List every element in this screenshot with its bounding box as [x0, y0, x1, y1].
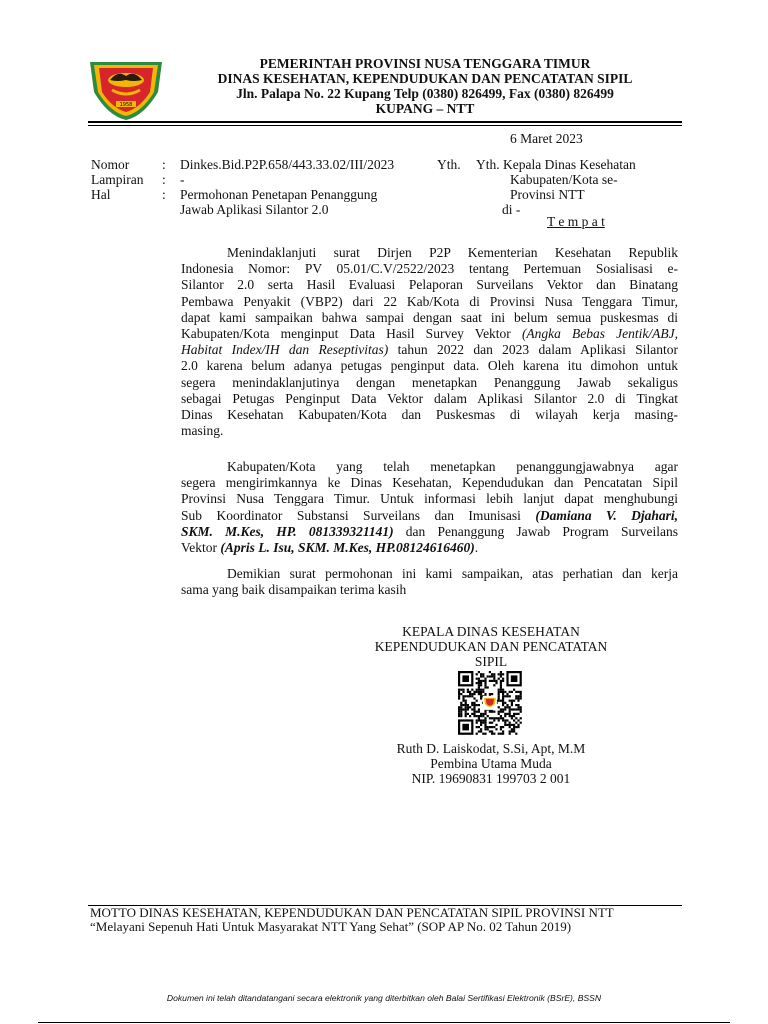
letterhead-address: Jln. Palapa No. 22 Kupang Telp (0380) 826499, Fax (0380) 826499: [236, 86, 614, 101]
nomor-colon: :: [162, 157, 166, 172]
motto-text: “Melayani Sepenuh Hati Untuk Masyarakat NTT Yang Sehat” (SOP AP No. 02 Tahun 2019): [90, 919, 572, 934]
addressee-yth: Yth.: [437, 157, 461, 172]
signatory-name: Ruth D. Laiskodat, S.Si, Apt, M.M: [396, 741, 586, 756]
addressee-line1: Yth. Kepala Dinas Kesehatan: [476, 157, 636, 172]
contact-name-1: (Damiana V. Djahari,: [535, 507, 679, 523]
signatory-title-1: KEPALA DINAS KESEHATAN: [402, 624, 580, 639]
lampiran-value: -: [180, 172, 185, 187]
contact-detail-2: (Apris L. Isu, SKM. M.Kes, HP.08124616460): [220, 539, 475, 555]
hal-label: Hal: [91, 187, 111, 202]
body-paragraph-1: [181, 245, 678, 439]
paragraph-line: Sub Koordinator Substansi Surveilans dan Imunisasi (Damiana V. Djahari,: [181, 507, 679, 523]
paragraph-line: Dinas Kesehatan Kabupaten/Kota dan Puskesmas di wilayah kerja masing-: [181, 406, 678, 422]
paragraph-line: Menindaklanjuti surat Dirjen P2P Kementerian Kesehatan Republik: [227, 245, 678, 260]
paragraph-line: Indonesia Nomor: PV 05.01/C.V/2522/2023 tentang Pertemuan Sosialisasi e-: [181, 261, 678, 277]
italic-term: Habitat Index/IH dan Reseptivitas): [181, 342, 389, 358]
nomor-value: Dinkes.Bid.P2P.658/443.33.02/III/2023: [180, 157, 395, 172]
paragraph-line: masing.: [181, 423, 224, 439]
signatory-rank: Pembina Utama Muda: [430, 756, 552, 771]
paragraph-line: Kabupaten/Kota yang telah menetapkan penanggungjawabnya agar: [227, 459, 678, 474]
addressee-line2: Kabupaten/Kota se-: [510, 172, 618, 187]
paragraph-line: Pembawa Penyakit (VBP2) dari 22 Kab/Kota di Provinsi Nusa Tenggara Timur,: [181, 293, 678, 309]
paragraph-line: Provinsi Nusa Tenggara Timur. Untuk informasi lebih lanjut dapat menghubungi: [181, 491, 678, 507]
hal-colon: :: [162, 187, 166, 202]
paragraph-line: segera menindaklanjutinya dengan menetapkan Penanggung Jawab sekaligus: [181, 374, 678, 390]
bsre-esign-note: Dokumen ini telah ditandatangani secara elektronik yang diterbitkan oleh Balai Sertifikasi Elektronik (BSrE), BSSN: [166, 993, 602, 1003]
paragraph-line: Kabupaten/Kota menginput Data Hasil Survey Vektor (Angka Bebas Jentik/ABJ,: [181, 325, 678, 341]
signatory-title-2: KEPENDUDUKAN DAN PENCATATAN: [374, 639, 608, 654]
signatory-title-3: SIPIL: [474, 654, 508, 669]
addressee-place: T e m p a t: [547, 214, 605, 229]
motto-title: MOTTO DINAS KESEHATAN, KEPENDUDUKAN DAN PENCATATAN SIPIL PROVINSI NTT: [90, 905, 614, 920]
letterhead-agency: DINAS KESEHATAN, KEPENDUDUKAN DAN PENCATATAN SIPIL: [217, 71, 633, 86]
paragraph-line: Silantor 2.0 serta Hasil Evaluasi Pelaporan Surveilans Vektor dan Binatang: [181, 277, 678, 293]
paragraph-line: Habitat Index/IH dan Reseptivitas) tahun 2022 dan 2023 dalam Aplikasi Silantor: [181, 342, 678, 358]
bottom-divider: [38, 1022, 730, 1023]
header-divider-thick: [88, 121, 682, 123]
signature-qr-code: [446, 670, 534, 736]
paragraph-line: sama yang baik disampaikan terima kasih: [181, 582, 407, 598]
paragraph-line: Vektor (Apris L. Isu, SKM. M.Kes, HP.08124616460).: [181, 539, 479, 555]
paragraph-line: dapat kami sampaikan bahwa sampai dengan saat ini belum semua puskesmas di: [181, 309, 678, 325]
body-paragraph-3: [181, 566, 678, 598]
paragraph-line: sebagai Petugas Penginput Data Vektor dalam Aplikasi Silantor 2.0 di Tingkat: [181, 390, 678, 406]
letter-date: 6 Maret 2023: [510, 131, 583, 146]
addressee-line4: di -: [502, 202, 521, 217]
paragraph-line: Demikian surat permohonan ini kami sampaikan, atas perhatian dan kerja: [227, 566, 678, 581]
lampiran-label: Lampiran: [91, 172, 144, 187]
paragraph-line: 2.0 karena belum adanya petugas penginput data. Oleh karena itu dimohon untuk: [181, 358, 678, 374]
emblem-icon: [86, 52, 166, 122]
header-divider-thin: [88, 125, 682, 126]
signatory-nip: NIP. 19690831 199703 2 001: [411, 771, 571, 786]
lampiran-colon: :: [162, 172, 166, 187]
svg-text:1958: 1958: [119, 102, 133, 108]
nomor-label: Nomor: [91, 157, 130, 172]
qr-code-icon: [446, 670, 534, 736]
paragraph-line: SKM. M.Kes, HP. 081339321141) dan Penanggung Jawab Program Surveilans: [181, 523, 678, 539]
addressee-line3: Provinsi NTT: [510, 187, 585, 202]
letterhead-government: PEMERINTAH PROVINSI NUSA TENGGARA TIMUR: [259, 56, 591, 71]
contact-detail-1: SKM. M.Kes, HP. 081339321141): [181, 523, 394, 539]
body-paragraph-2: [181, 459, 678, 556]
paragraph-line: segera mengirimkannya ke Dinas Kesehatan, Kependudukan dan Pencatatan Sipil: [181, 475, 678, 491]
ntt-emblem-logo: [86, 52, 166, 122]
letterhead-city: KUPANG – NTT: [375, 101, 475, 116]
hal-value-line1: Permohonan Penetapan Penanggung: [180, 187, 378, 202]
hal-value-line2: Jawab Aplikasi Silantor 2.0: [180, 202, 329, 217]
italic-term: (Angka Bebas Jentik/ABJ,: [521, 325, 678, 341]
